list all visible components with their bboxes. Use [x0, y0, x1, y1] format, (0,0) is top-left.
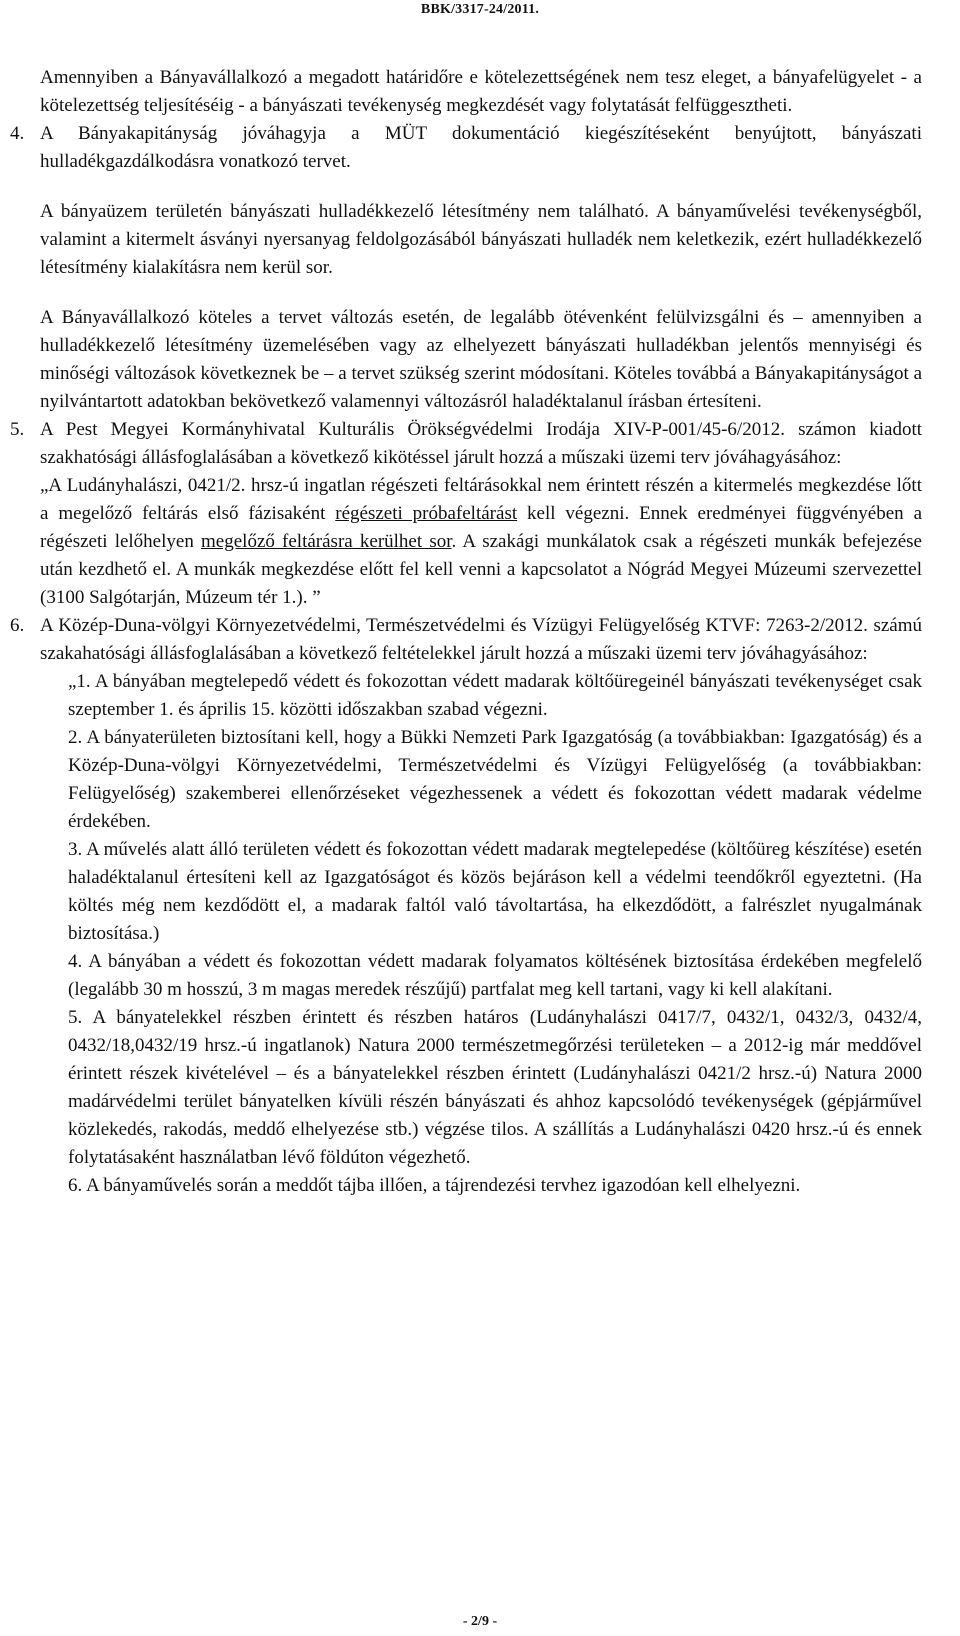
condition-2: 2. A bányaterületen biztosítani kell, hogy a Bükki Nemzeti Park Igazgatóság (a továbbiakban: Igazgatóság) és a Közép-Duna-völgyi Környezetvédelmi, Természetvédelmi és Vízügyi Felügyelőség (a továbbiakban: Felügyelőség) szakemberei ellenőrzéseket végezhessenek a védett és fokozottan védett madarak védelme érdekében.: [68, 727, 922, 832]
document-body: [10, 64, 922, 1200]
item-6-number: 6.: [10, 615, 25, 636]
document-reference-header: BBK/3317-24/2011.: [420, 2, 540, 17]
review-duty-paragraph: A Bányavállalkozó köteles a tervet változás esetén, de legalább ötévenként felülvizsgálni és – amennyiben a hulladékkezelő létesítmény üzemelésében vagy az elhelyezett bányászati hulladékban jelentős mennyiségi és minőségi változások következnek be – a tervet szükség szerint módosítani. Köteles továbbá a Bányakapitányságot a nyilvántartott adatokban bekövetkező valamennyi változásról haladéktalanul írásban értesíteni.: [40, 307, 922, 412]
item-6-text: A Közép-Duna-völgyi Környezetvédelmi, Természetvédelmi és Vízügyi Felügyelőség KTVF: 7263-2/2012. számú szakahatósági állásfoglalásában a következő feltételekkel járult hozzá a műszaki üzemi terv jóváhagyásához:: [40, 615, 922, 664]
item-4-number: 4.: [10, 123, 25, 144]
condition-1: „1. A bányában megtelepedő védett és fokozottan védett madarak költőüregeinél bányászati tevékenységet csak szeptember 1. és április 15. közötti időszakban szabad végezni.: [68, 671, 922, 720]
item-5-quote: [40, 472, 922, 612]
item-5-quote-part2: kell végezni. Ennek eredményei függvényében a régészeti lelőhelyen: [40, 503, 922, 552]
item-6: [10, 612, 922, 668]
item-5-quote-part3: . A szakági munkálatok csak a régészeti munkák befejezése után kezdhető el. A munkák megkezdése előtt fel kell venni a kapcsolatot a Nógrád Megyei Múzeumi szervezettel (3100 Salgótarján, Múzeum tér 1.). ”: [40, 531, 922, 608]
condition-6: 6. A bányaművelés során a meddőt tájba illően, a tájrendezési tervhez igazodóan kell elhelyezni.: [68, 1175, 801, 1196]
item-4: [10, 120, 922, 176]
condition-4: 4. A bányában a védett és fokozottan védett madarak folyamatos költésének biztosítása érdekében megfelelő (legalább 30 m hosszú, 3 m magas meredek részűjű) partfalat meg kell tartani, vagy ki kell alakítani.: [68, 951, 922, 1000]
page-number-footer: - 2/9 -: [462, 1614, 498, 1629]
intro-paragraph: Amennyiben a Bányavállalkozó a megadott határidőre e kötelezettségének nem tesz eleget, a bányafelügyelet - a kötelezettség teljesítéséig - a bányászati tevékenység megkezdését vagy folytatását felfüggesztheti.: [40, 67, 922, 116]
underlined-term-preventive-excavation: megelőző feltárásra kerülhet sor: [201, 531, 452, 552]
item-4-text: A Bányakapitányság jóváhagyja a MÜT dokumentáció kiegészítéseként benyújtott, bányászati hulladékgazdálkodásra vonatkozó tervet.: [40, 123, 922, 172]
condition-5: 5. A bányatelekkel részben érintett és részben határos (Ludányhalászi 0417/7, 0432/1, 0432/3, 0432/4, 0432/18,0432/19 hrsz.-ú ingatlanok) Natura 2000 természetmegőrzési területeken – a 2012-ig már meddővel érintett részek kivételével – és a bányatelekkel részben érintett (Ludányhalászi 0421/2 hrsz.-ú) Natura 2000 madárvédelmi terület bányatelken kívüli részén bányászati és ahhoz kapcsolódó tevékenységek (gépjárművel közlekedés, rakodás, meddő elhelyezése stb.) végzése tilos. A szállítás a Ludányhalászi 0420 hrsz.-ú és ennek folytatásaként használatban lévő földúton végezhető.: [68, 1007, 922, 1168]
item-5-quote-part1: „A Ludányhalászi, 0421/2. hrsz-ú ingatlan régészeti feltárásokkal nem érintett részén a kitermelés megkezdése lőtt a megelőző feltárás első fázisaként: [40, 475, 922, 524]
item-5: [10, 416, 922, 472]
waste-facility-paragraph: A bányaüzem területén bányászati hulladékkezelő létesítmény nem található. A bányaművelési tevékenységből, valamint a kitermelt ásványi nyersanyag feldolgozásából bányászati hulladék nem keletkezik, ezért hulladékkezelő létesítmény kialakításra nem kerül sor.: [40, 201, 922, 278]
item-5-number: 5.: [10, 419, 25, 440]
underlined-term-trial-excavation: régészeti próbafeltárást: [335, 503, 518, 524]
condition-3: 3. A művelés alatt álló területen védett és fokozottan védett madarak megtelepedése (költőüreg készítése) esetén haladéktalanul értesíteni kell az Igazgatóságot és közös bejáráson kell a védelmi teendőkről egyeztetni. (Ha költés még nem kezdődött el, a madarak faltól való távoltartása, ha elkezdődött, a falrészlet nyugalmának biztosítása.): [68, 839, 922, 944]
item-5-text: A Pest Megyei Kormányhivatal Kulturális Örökségvédelmi Irodája XIV-P-001/45-6/2012. számon kiadott szakhatósági állásfoglalásában a következő kikötéssel járult hozzá a műszaki üzemi terv jóváhagyásához:: [40, 419, 922, 468]
